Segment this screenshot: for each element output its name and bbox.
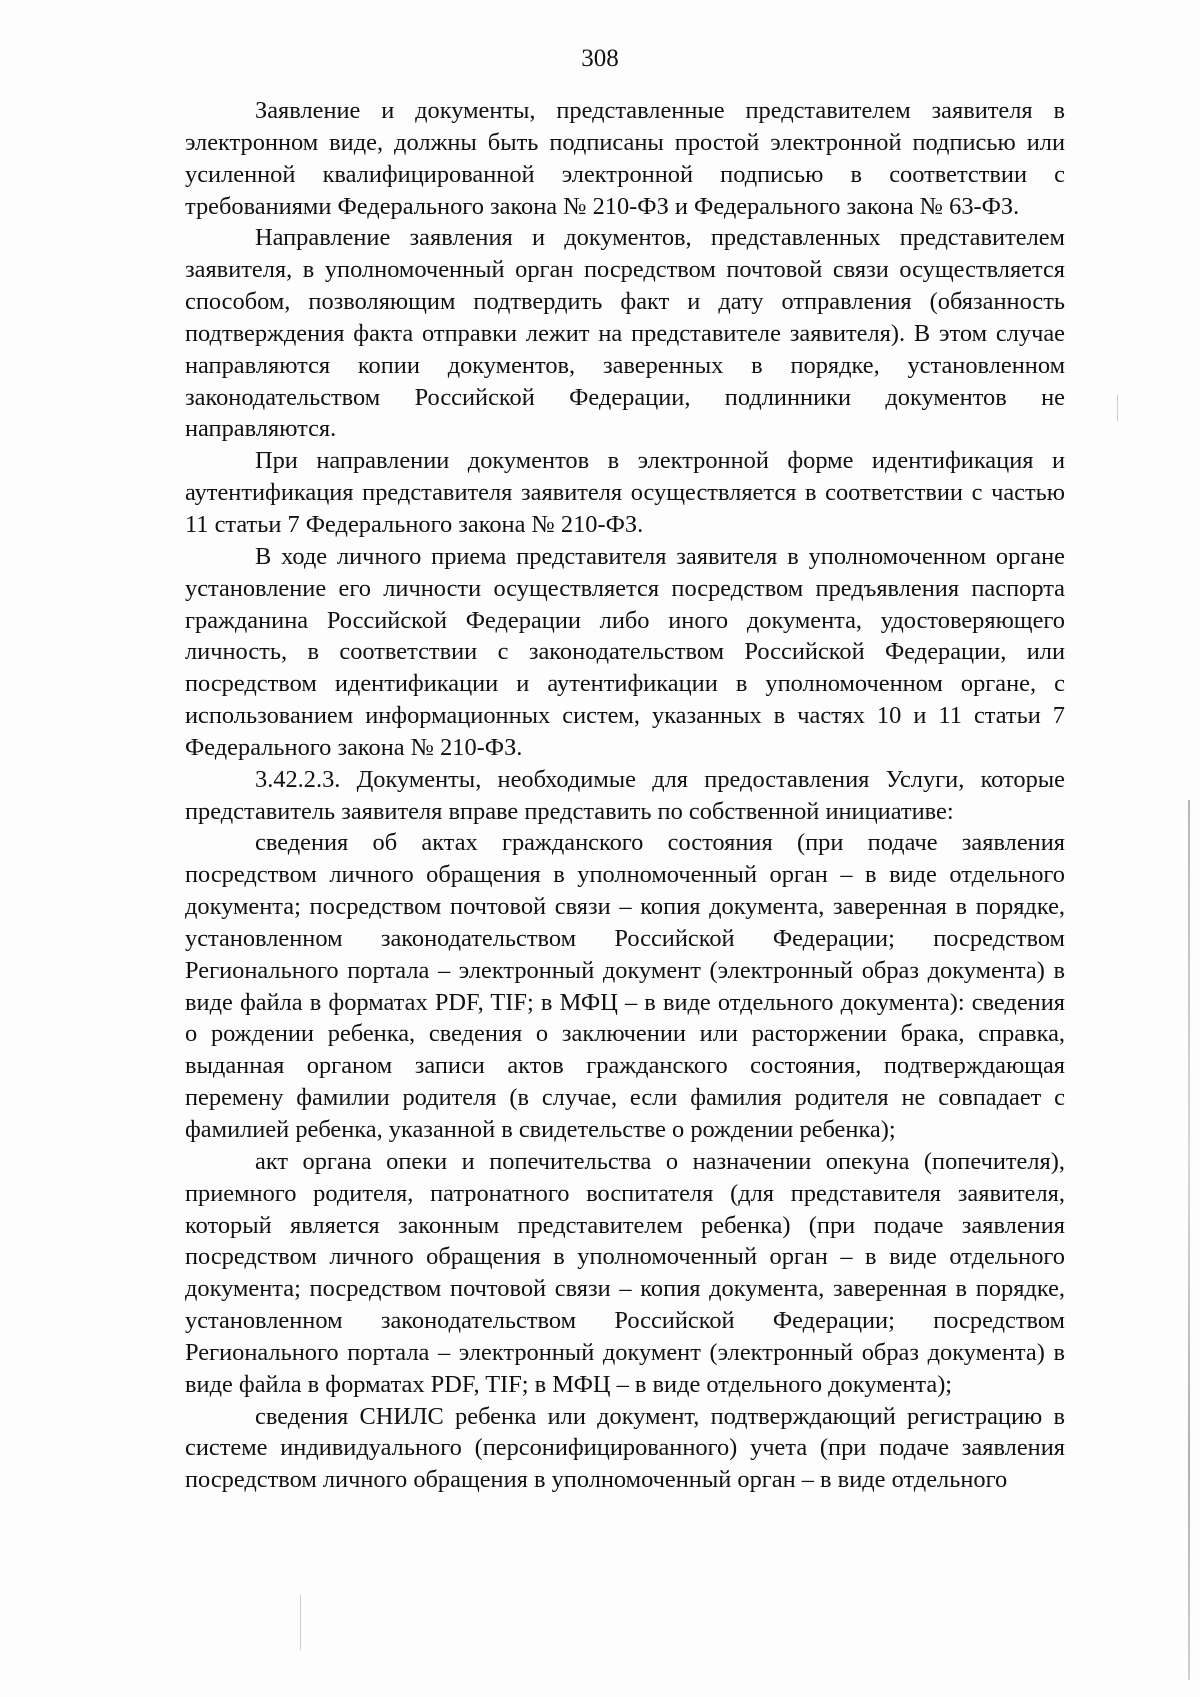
scan-speck bbox=[1117, 395, 1118, 421]
paragraph-civil-status-records: сведения об актах гражданского состояния (при подаче заявления посредством личного обращения в уполномоченный орган – в виде отдельного документа; посредством почтовой связи – копия документа, заверенная в порядке, установленном законодательством Российской Федерации; посредством Регионального портала – электронный документ (электронный образ документа) в виде файла в форматах PDF, TIF; в МФЦ – в виде отдельного документа): сведения о рождении ребенка, сведения о заключении или расторжении брака, справка, выданная органом записи актов гражданского состояния, подтверждающая перемену фамилии родителя (в случае, если фамилия родителя не совпадает с фамилией ребенка, указанной в свидетельстве о рождении ребенка); bbox=[185, 829, 1065, 1143]
scan-speck bbox=[300, 1595, 301, 1650]
paragraph-personal-reception: В ходе личного приема представителя заявителя в уполномоченном органе установление его личности осуществляется посредством предъявления паспорта гражданина Российской Федерации либо иного документа, удостоверяющего личность, в соответствии с законодательством Российской Федерации, или посредством идентификации и аутентификации в уполномоченном органе, с использованием информационных систем, указанных в частях 10 и 11 статьи 7 Федерального закона № 210-ФЗ. bbox=[185, 542, 1065, 761]
paragraph-electronic-signature: Заявление и документы, представленные представителем заявителя в электронном виде, должны быть подписаны простой электронной подписью или усиленной квалифицированной электронной подписью в соответствии с требованиями Федерального закона № 210-ФЗ и Федерального закона № 63-ФЗ. bbox=[185, 97, 1065, 220]
scan-edge-artifact bbox=[1188, 800, 1190, 1680]
page-number: 308 bbox=[581, 45, 619, 72]
paragraph-electronic-identification: При направлении документов в электронной форме идентификация и аутентификация представителя заявителя осуществляется в соответствии с частью 11 статьи 7 Федерального закона № 210-ФЗ. bbox=[185, 447, 1065, 538]
paragraph-section-3-42-2-3: 3.42.2.3. Документы, необходимые для предоставления Услуги, которые представитель заявителя вправе представить по собственной инициативе: bbox=[185, 765, 1065, 825]
paragraph-guardianship-act: акт органа опеки и попечительства о назначении опекуна (попечителя), приемного родителя, патронатного воспитателя (для представителя заявителя, который является законным представителем ребенка) (при подаче заявления посредством личного обращения в уполномоченный орган – в виде отдельного документа; посредством почтовой связи – копия документа, заверенная в порядке, установленном законодательством Российской Федерации; посредством Регионального портала – электронный документ (электронный образ документа) в виде файла в форматах PDF, TIF; в МФЦ – в виде отдельного документа); bbox=[185, 1147, 1065, 1398]
paragraph-snils: сведения СНИЛС ребенка или документ, подтверждающий регистрацию в системе индивидуального (персонифицированного) учета (при подаче заявления посредством личного обращения в уполномоченный орган – в виде отдельного bbox=[185, 1402, 1065, 1494]
document-body bbox=[185, 95, 1065, 1496]
paragraph-postal-submission: Направление заявления и документов, представленных представителем заявителя, в уполномоченный орган посредством почтовой связи осуществляется способом, позволяющим подтвердить факт и дату отправления (обязанность подтверждения факта отправки лежит на представителе заявителя). В этом случае направляются копии документов, заверенных в порядке, установленном законодательством Российской Федерации, подлинники документов не направляются. bbox=[185, 224, 1065, 443]
